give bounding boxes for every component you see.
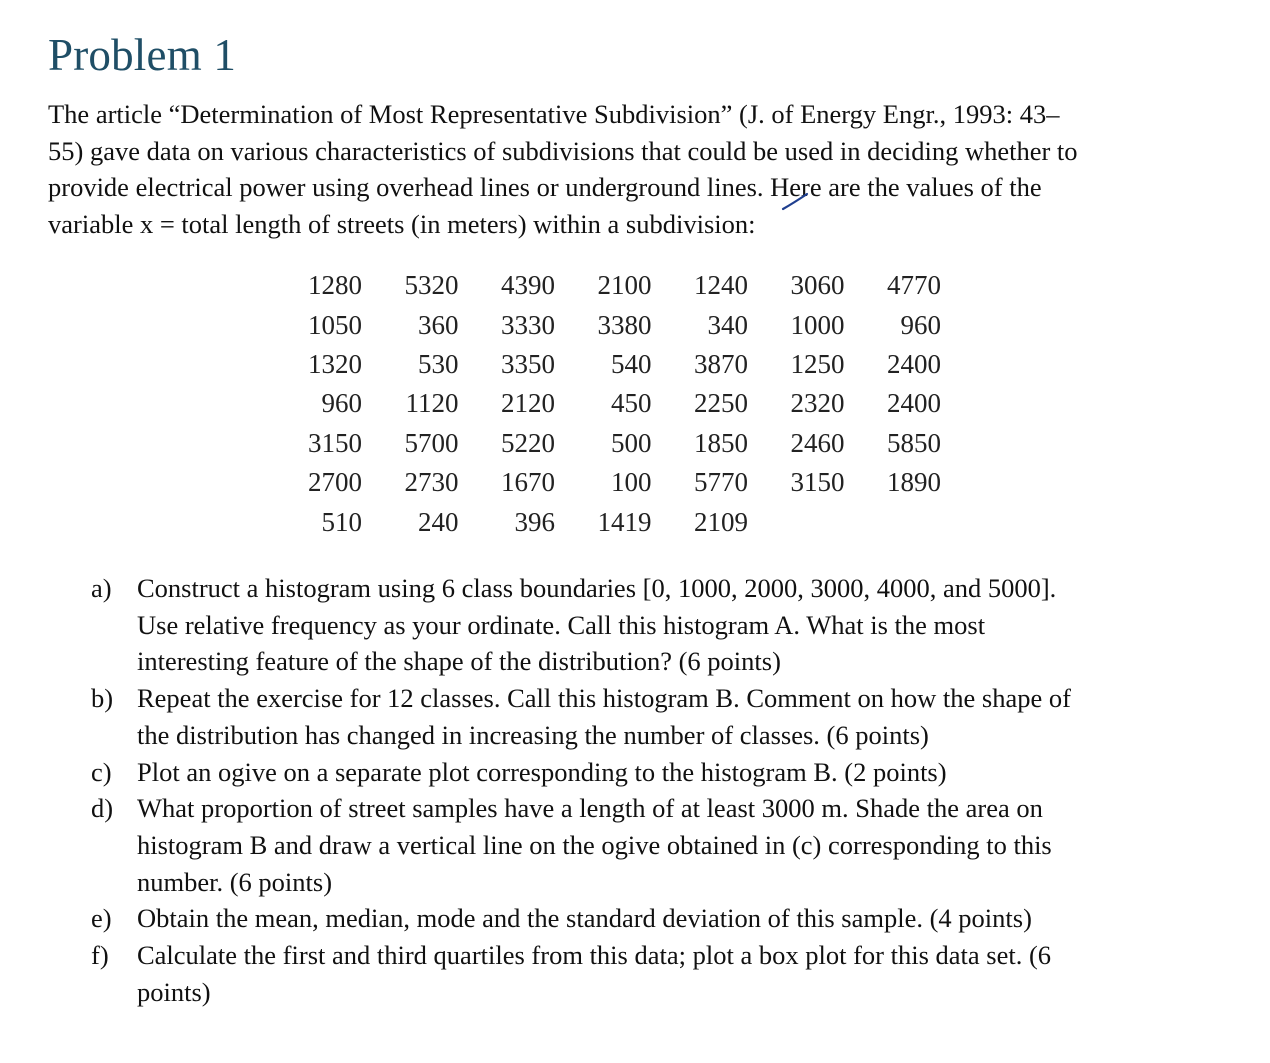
data-cell: 1120: [405, 388, 459, 419]
question-line: points): [137, 976, 211, 1007]
question-line: Calculate the first and third quartiles from this data; plot a box plot for this data set. (6: [137, 940, 1052, 971]
question-item: [80, 754, 1210, 791]
data-cell: 340: [707, 309, 748, 340]
data-cell: 1850: [694, 427, 748, 458]
data-cell: 510: [321, 506, 362, 537]
question-line: number. (6 points): [137, 866, 333, 897]
data-cell: 1320: [308, 348, 362, 379]
data-cell: 1670: [501, 467, 555, 498]
data-cell: 1250: [790, 348, 845, 379]
intro-paragraph: [48, 96, 1228, 243]
data-cell: 5320: [404, 270, 459, 301]
data-cell: [845, 502, 942, 541]
question-item: [80, 937, 1210, 1010]
data-cell: 3380: [597, 309, 652, 340]
data-cell: 2730: [404, 467, 459, 498]
question-line: What proportion of street samples have a length of at least 3000 m. Shade the area on: [137, 793, 1043, 824]
data-cell: 540: [611, 348, 652, 379]
data-cell: 2250: [694, 388, 748, 419]
data-row: [286, 502, 941, 541]
data-row: [286, 463, 941, 502]
data-cell: 5770: [694, 467, 748, 498]
data-row: [286, 266, 941, 305]
data-cell: 1890: [887, 467, 941, 498]
question-marker: c): [91, 756, 112, 787]
data-row: [286, 345, 941, 384]
data-row: [286, 384, 941, 423]
intro-line: The article “Determination of Most Representative Subdivision” (J. of Energy Engr., 1993: 43–: [48, 99, 1060, 129]
data-cell: 3060: [790, 270, 845, 301]
data-cell: 4390: [501, 270, 555, 301]
data-cell: 500: [611, 427, 652, 458]
data-cell: 2120: [501, 388, 555, 419]
question-line: Repeat the exercise for 12 classes. Call this histogram B. Comment on how the shape of: [137, 683, 1071, 714]
question-line: Use relative frequency as your ordinate. Call this histogram A. What is the most: [137, 609, 986, 640]
data-cell: 2100: [597, 270, 652, 301]
data-cell: 1280: [308, 270, 362, 301]
question-item: [80, 680, 1210, 753]
intro-line: 55) gave data on various characteristics of subdivisions that could be used in deciding whether to: [48, 135, 1078, 166]
question-marker: f): [91, 940, 109, 971]
pen-mark-icon: [780, 192, 810, 212]
data-cell: 3870: [694, 348, 748, 379]
data-cell: 3150: [790, 467, 845, 498]
question-line: Obtain the mean, median, mode and the standard deviation of this sample. (4 points): [137, 903, 1032, 934]
question-item: [80, 570, 1210, 680]
question-list: [80, 570, 1210, 1010]
data-cell: 2400: [887, 388, 941, 419]
data-cell: 3350: [501, 348, 555, 379]
intro-line: provide electrical power using overhead lines or underground lines. Here are the values of the: [48, 172, 1042, 203]
data-cell: 3150: [308, 427, 362, 458]
data-cell: 1240: [694, 270, 748, 301]
question-line: the distribution has changed in increasing the number of classes. (6 points): [137, 719, 929, 750]
street-length-data-table: [286, 266, 941, 542]
data-cell: 1000: [790, 309, 845, 340]
question-line: Plot an ogive on a separate plot corresponding to the histogram B. (2 points): [137, 756, 947, 787]
data-cell: 5700: [404, 427, 459, 458]
question-item: [80, 790, 1210, 900]
question-marker: d): [91, 793, 114, 824]
data-cell: 960: [321, 388, 362, 419]
data-cell: 240: [418, 506, 459, 537]
data-cell: 2700: [308, 467, 362, 498]
question-marker: a): [91, 573, 112, 603]
data-cell: 5850: [887, 427, 941, 458]
data-cell: 360: [418, 309, 459, 340]
data-cell: 100: [611, 467, 652, 498]
data-cell: 5220: [501, 427, 555, 458]
question-item: [80, 900, 1210, 937]
data-cell: 396: [514, 506, 555, 537]
data-cell: 2400: [887, 348, 941, 379]
question-marker: e): [91, 903, 112, 934]
data-cell: 2109: [694, 506, 748, 537]
page-title: Problem 1: [48, 30, 237, 80]
data-cell: 1419: [597, 506, 652, 537]
data-cell: 2460: [790, 427, 845, 458]
data-cell: 3330: [501, 309, 555, 340]
data-row: [286, 305, 941, 344]
question-line: interesting feature of the shape of the distribution? (6 points): [137, 646, 781, 677]
data-cell: 450: [611, 388, 652, 419]
data-cell: 1050: [308, 309, 362, 340]
data-row: [286, 424, 941, 463]
question-marker: b): [91, 683, 114, 714]
data-cell: [748, 502, 845, 541]
question-line: Construct a histogram using 6 class boundaries [0, 1000, 2000, 3000, 4000, and 5000].: [137, 573, 1057, 603]
question-line: histogram B and draw a vertical line on the ogive obtained in (c) corresponding to this: [137, 829, 1052, 860]
intro-line: variable x = total length of streets (in meters) within a subdivision:: [48, 209, 756, 240]
data-cell: 960: [900, 309, 941, 340]
data-cell: 2320: [790, 388, 845, 419]
data-cell: 530: [418, 348, 459, 379]
data-cell: 4770: [887, 270, 941, 301]
